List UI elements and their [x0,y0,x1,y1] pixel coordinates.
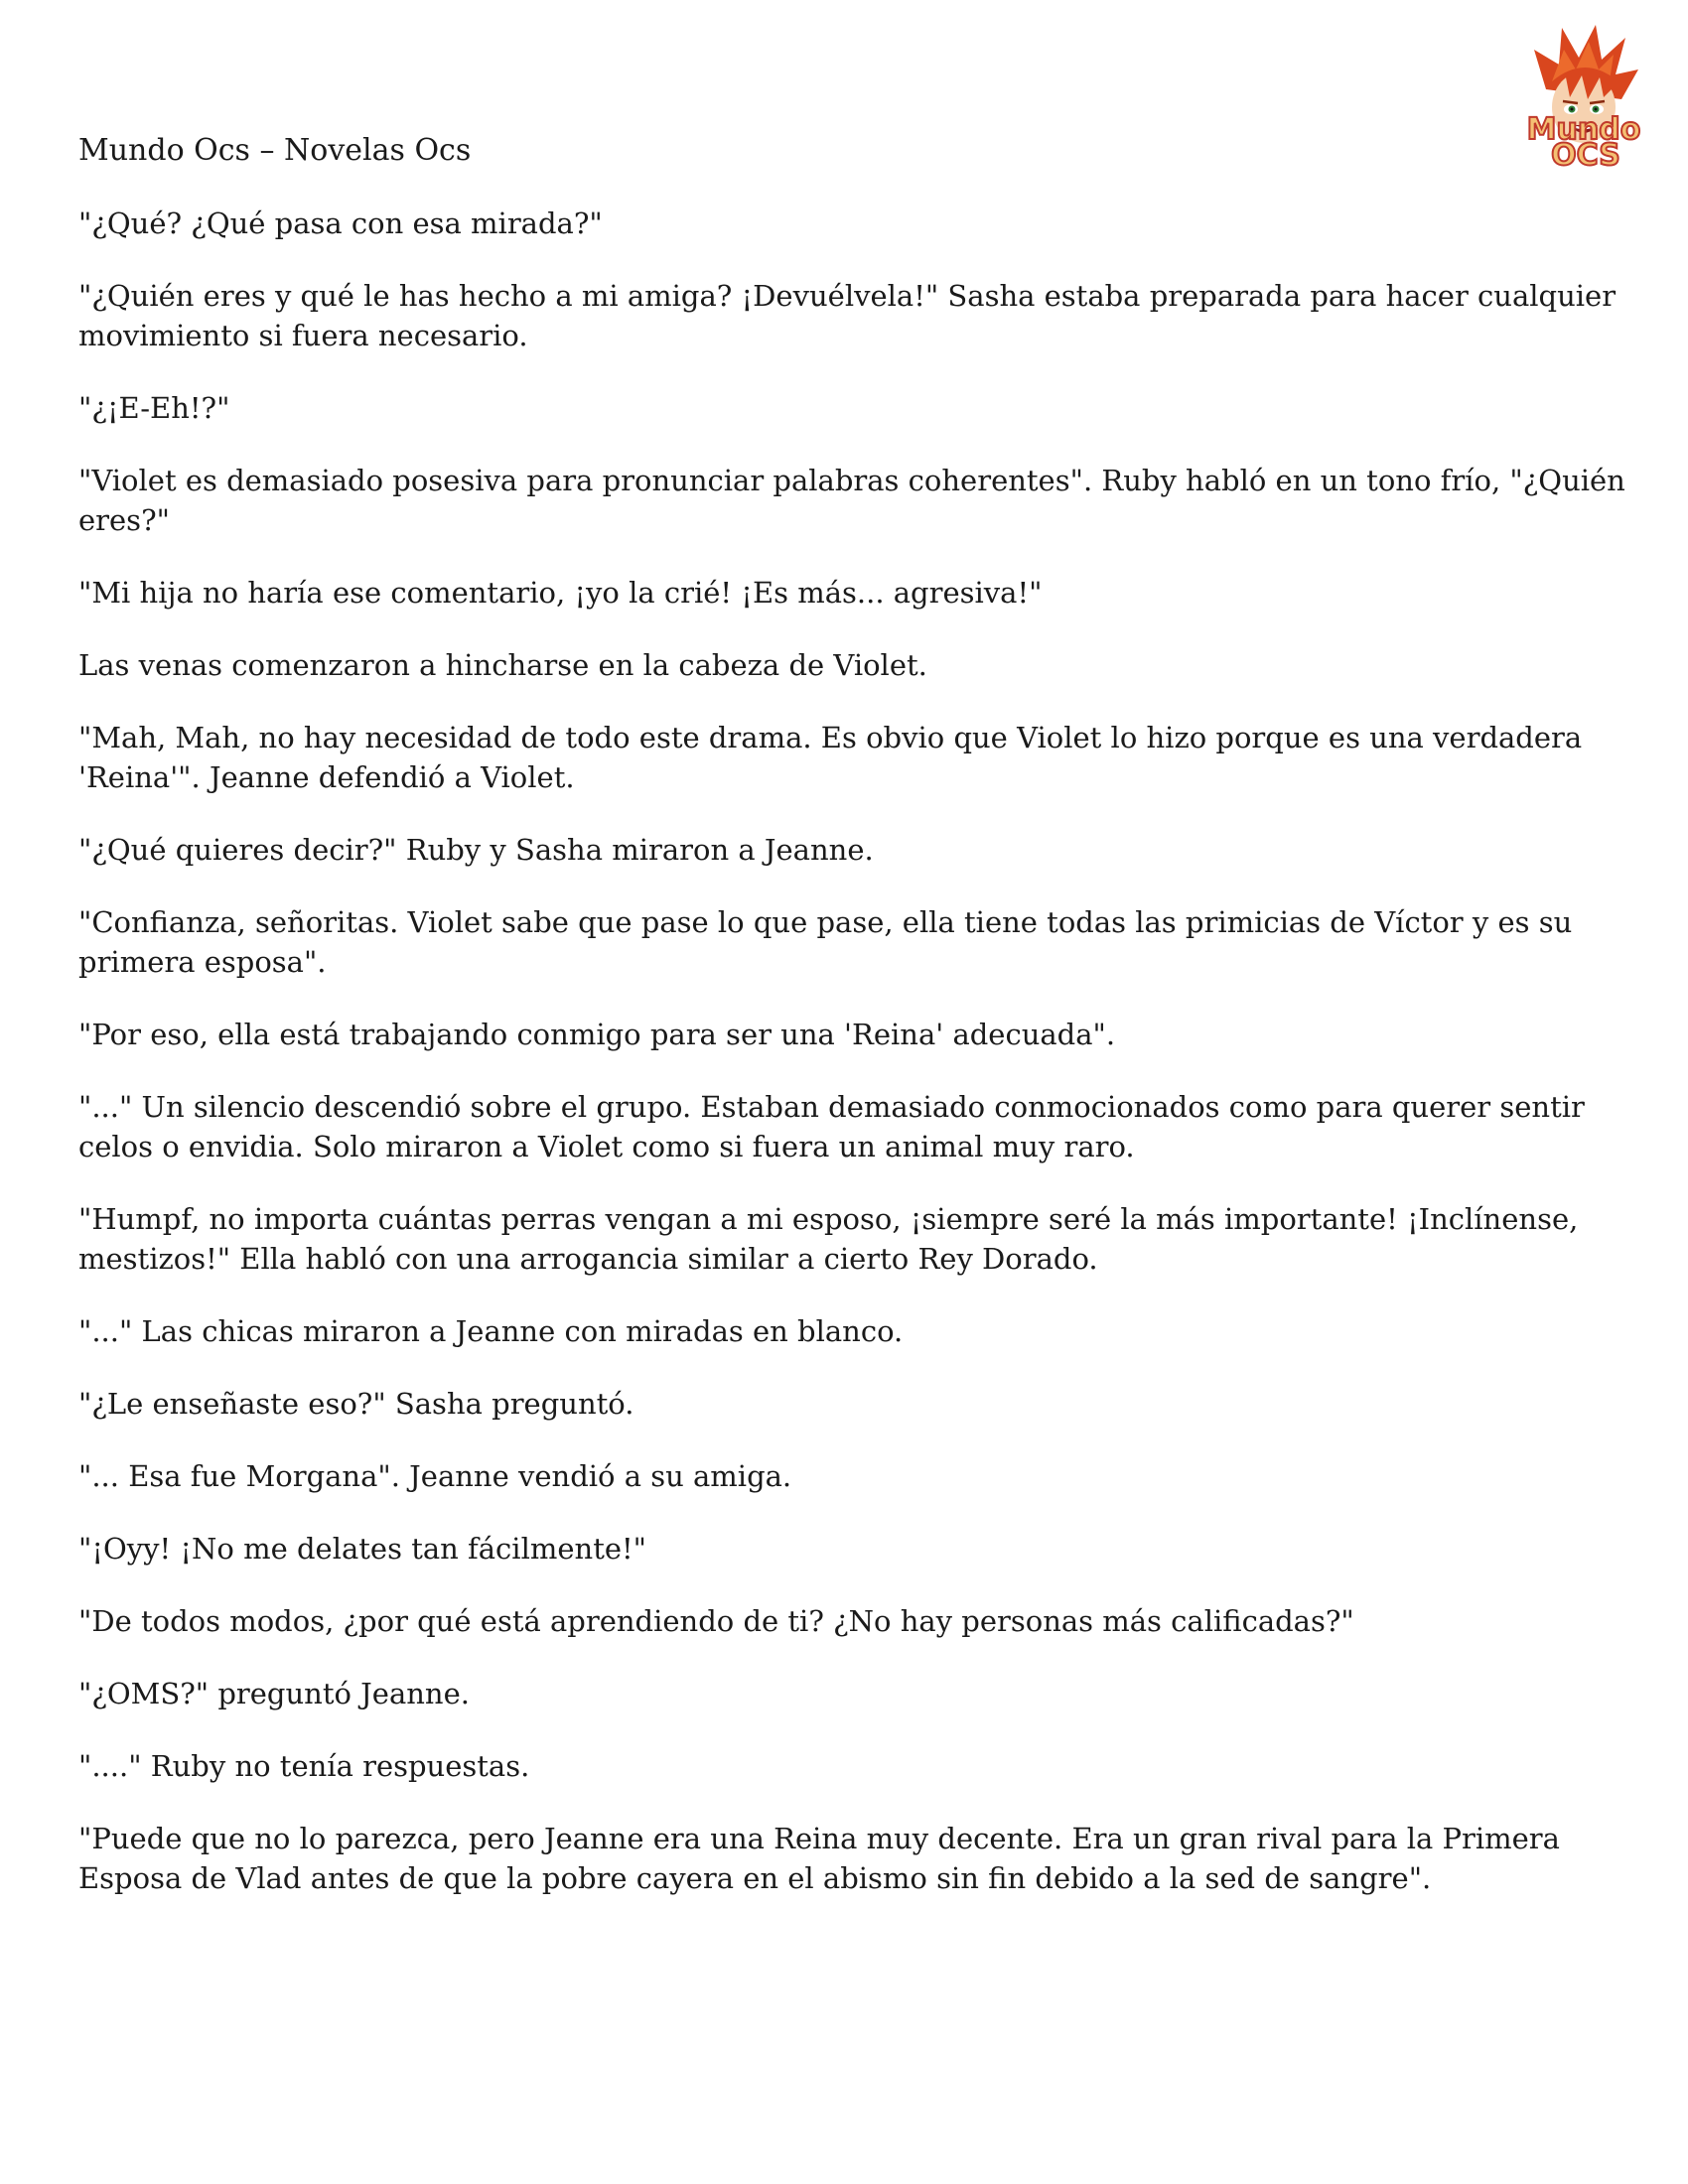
anime-character-logo-icon [1504,20,1663,174]
paragraph: "Puede que no lo parezca, pero Jeanne era una Reina muy decente. Era un gran rival para la Primera Esposa de Vlad antes de que la pobre cayera en el abismo sin fin debido a la sed de sangre". [78,1822,1560,1895]
paragraph: "Confianza, señoritas. Violet sabe que pase lo que pase, ella tiene todas las primicias de Víctor y es su primera esposa". [78,905,1573,979]
paragraph: "De todos modos, ¿por qué está aprendiendo de ti? ¿No hay personas más calificadas?" [78,1604,1354,1638]
paragraph: "... Esa fue Morgana". Jeanne vendió a su amiga. [78,1459,792,1493]
paragraph: "Mi hija no haría ese comentario, ¡yo la crié! ¡Es más... agresiva!" [78,576,1043,610]
paragraph: "Mah, Mah, no hay necesidad de todo este drama. Es obvio que Violet lo hizo porque es una verdadera 'Reina'". Jeanne defendió a Violet. [78,721,1583,794]
paragraph: "Violet es demasiado posesiva para pronunciar palabras coherentes". Ruby habló en un tono frío, "¿Quién eres?" [78,464,1625,537]
logo-text-mundo: Mundo [1526,112,1641,147]
page-header: Mundo Ocs – Novelas Ocs [78,133,472,168]
logo-text-ocs: OCS [1551,138,1620,173]
paragraph: "¿¡E-Eh!?" [78,391,230,425]
paragraph: "..." Las chicas miraron a Jeanne con miradas en blanco. [78,1314,904,1348]
paragraph: "¡Oyy! ¡No me delates tan fácilmente!" [78,1532,646,1566]
paragraph: "...." Ruby no tenía respuestas. [78,1749,530,1783]
paragraph: "¿OMS?" preguntó Jeanne. [78,1677,470,1710]
document-body [78,204,1627,1931]
paragraph: "Humpf, no importa cuántas perras vengan a mi esposo, ¡siempre seré la más importante! ¡Inclínense, mestizos!" Ella habló con una arrogancia similar a cierto Rey Dorado. [78,1202,1579,1276]
paragraph: "¿Quién eres y qué le has hecho a mi amiga? ¡Devuélvela!" Sasha estaba preparada para hacer cualquier movimiento si fuera necesario. [78,279,1617,352]
paragraph: "..." Un silencio descendió sobre el grupo. Estaban demasiado conmocionados como para querer sentir celos o envidia. Solo miraron a Violet como si fuera un animal muy raro. [78,1090,1585,1163]
paragraph: "¿Le enseñaste eso?" Sasha preguntó. [78,1387,634,1421]
paragraph: "Por eso, ella está trabajando conmigo para ser una 'Reina' adecuada". [78,1018,1116,1051]
paragraph: "¿Qué quieres decir?" Ruby y Sasha miraron a Jeanne. [78,833,874,867]
paragraph: Las venas comenzaron a hincharse en la cabeza de Violet. [78,648,927,682]
paragraph: "¿Qué? ¿Qué pasa con esa mirada?" [78,206,603,240]
